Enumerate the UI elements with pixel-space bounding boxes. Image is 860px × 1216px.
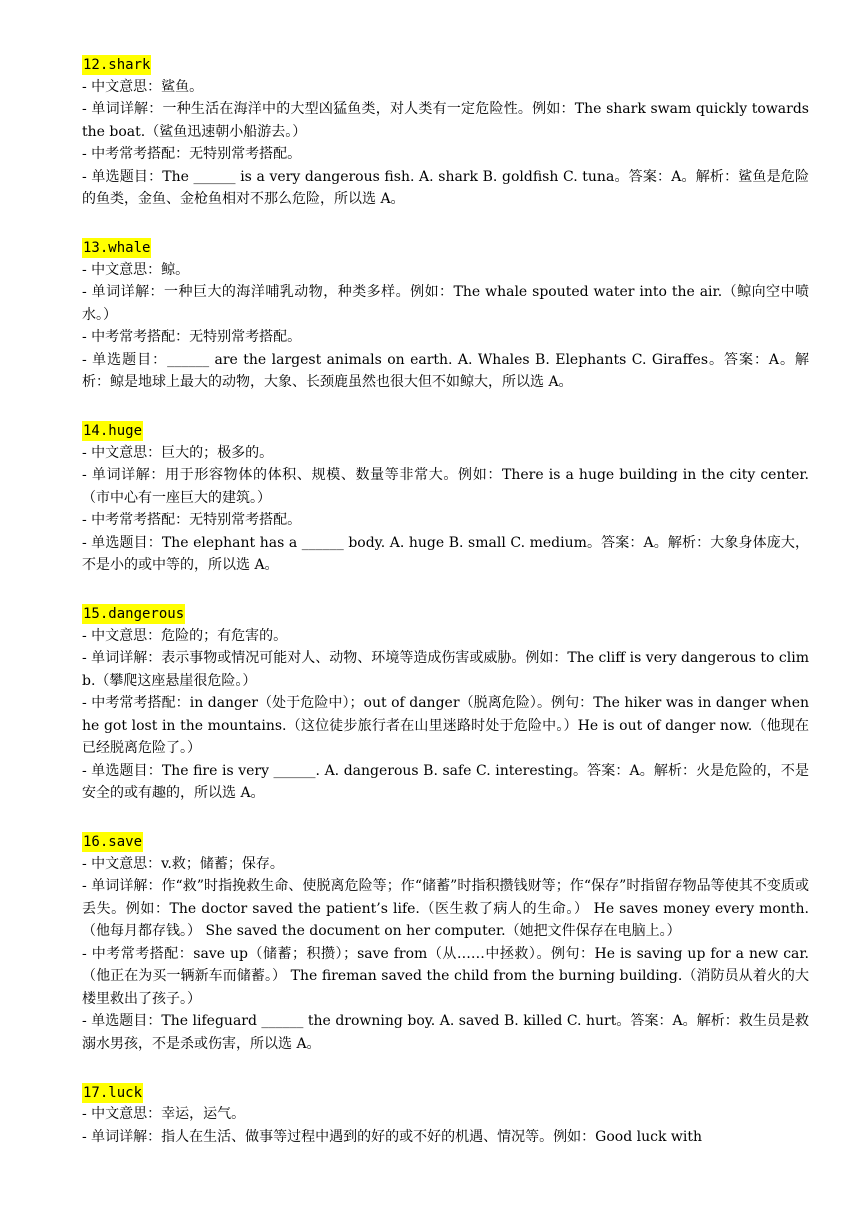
entry-question: - 单选题目：The elephant has a ______ body. A. huge B. small C. medium。答案：A。解析：大象身体庞大，不是小的或中等的，所以选 A。 bbox=[82, 534, 809, 573]
entry-heading: 12.shark bbox=[83, 57, 151, 73]
entry-heading: 15.dangerous bbox=[83, 606, 185, 622]
entry-collocation: - 中考常考搭配：save up（储蓄；积攒）；save from（从……中拯救）。例句：He is saving up for a new car.（他正在为买一辆新车而储蓄。） The fireman saved the child from the burning building.（消防员从着火的大楼里救出了孩子。） bbox=[82, 945, 809, 1007]
entry-heading: 16.save bbox=[83, 834, 143, 850]
entry-huge bbox=[82, 419, 809, 577]
entry-meaning: - 中文意思：幸运，运气。 bbox=[82, 1106, 246, 1122]
entry-meaning: - 中文意思：鲸。 bbox=[82, 261, 190, 278]
entry-explanation: - 单词详解：一种生活在海洋中的大型凶猛鱼类，对人类有一定危险性。例如：The shark swam quickly towards the boat.（鲨鱼迅速朝小船游去。） bbox=[82, 101, 809, 140]
entry-explanation: - 单词详解：表示事物或情况可能对人、动物、环境等造成伤害或威胁。例如：The cliff is very dangerous to climb.（攀爬这座悬崖很危险。） bbox=[82, 650, 809, 689]
entry-meaning: - 中文意思：v.救；储蓄；保存。 bbox=[82, 855, 284, 872]
entry-meaning: - 中文意思：巨大的；极多的。 bbox=[82, 444, 274, 461]
entry-explanation: - 单词详解：作“救”时指挽救生命、使脱离危险等；作“储蓄”时指积攒钱财等；作“保存”时指留存物品等使其不变质或丢失。例如：The doctor saved the patient’s life.（医生救了病人的生命。） He saves money every month.（他每月都存钱。） She saved the document on her computer.（她把文件保存在电脑上。） bbox=[82, 878, 809, 939]
entry-heading: 17.luck bbox=[83, 1084, 143, 1101]
entry-question: - 单选题目：______ are the largest animals on earth. A. Whales B. Elephants C. Giraffes。答案：A。解析：鲸是地球上最大的动物，大象、长颈鹿虽然也很大但不如鲸大，所以选 A。 bbox=[82, 351, 809, 390]
entry-dangerous bbox=[82, 602, 809, 805]
entry-question: - 单选题目：The ______ is a very dangerous fish. A. shark B. goldfish C. tuna。答案：A。解析：鲨鱼是危险的鱼类，金鱼、金枪鱼相对不那么危险，所以选 A。 bbox=[82, 168, 809, 207]
entry-collocation: - 中考常考搭配：in danger（处于危险中）；out of danger（脱离危险）。例句：The hiker was in danger when he got lost in the mountains.（这位徒步旅行者在山里迷路时处于危险中。）He is out of danger now.（他现在已经脱离危险了。） bbox=[82, 695, 809, 756]
entry-explanation: - 单词详解：指人在生活、做事等过程中遇到的好的或不好的机遇、情况等。例如：Good luck with bbox=[82, 1128, 703, 1145]
entry-question: - 单选题目：The fire is very ______. A. dangerous B. safe C. interesting。答案：A。解析：火是危险的，不是安全的或有趣的，所以选 A。 bbox=[82, 762, 809, 801]
entry-explanation: - 单词详解：用于形容物体的体积、规模、数量等非常大。例如：There is a huge building in the city center.（市中心有一座巨大的建筑。） bbox=[82, 467, 809, 506]
entry-collocation: - 中考常考搭配：无特别常考搭配。 bbox=[82, 146, 302, 162]
entry-shark bbox=[82, 53, 809, 211]
entry-meaning: - 中文意思：危险的；有危害的。 bbox=[82, 627, 288, 644]
entry-meaning: - 中文意思：鲨鱼。 bbox=[82, 78, 204, 95]
entry-question: - 单选题目：The lifeguard ______ the drowning boy. A. saved B. killed C. hurt。答案：A。解析：救生员是救溺水男孩，不是杀或伤害，所以选 A。 bbox=[82, 1013, 809, 1052]
entry-heading: 14.huge bbox=[83, 423, 143, 439]
entry-save bbox=[82, 830, 809, 1055]
entry-heading: 13.whale bbox=[83, 240, 151, 256]
entry-collocation: - 中考常考搭配：无特别常考搭配。 bbox=[82, 512, 302, 528]
entry-luck bbox=[82, 1081, 809, 1149]
entry-collocation: - 中考常考搭配：无特别常考搭配。 bbox=[82, 329, 302, 345]
entry-explanation: - 单词详解：一种巨大的海洋哺乳动物，种类多样。例如：The whale spouted water into the air.（鲸向空中喷水。） bbox=[82, 284, 809, 323]
entry-whale bbox=[82, 236, 809, 394]
document-page bbox=[82, 53, 809, 1174]
